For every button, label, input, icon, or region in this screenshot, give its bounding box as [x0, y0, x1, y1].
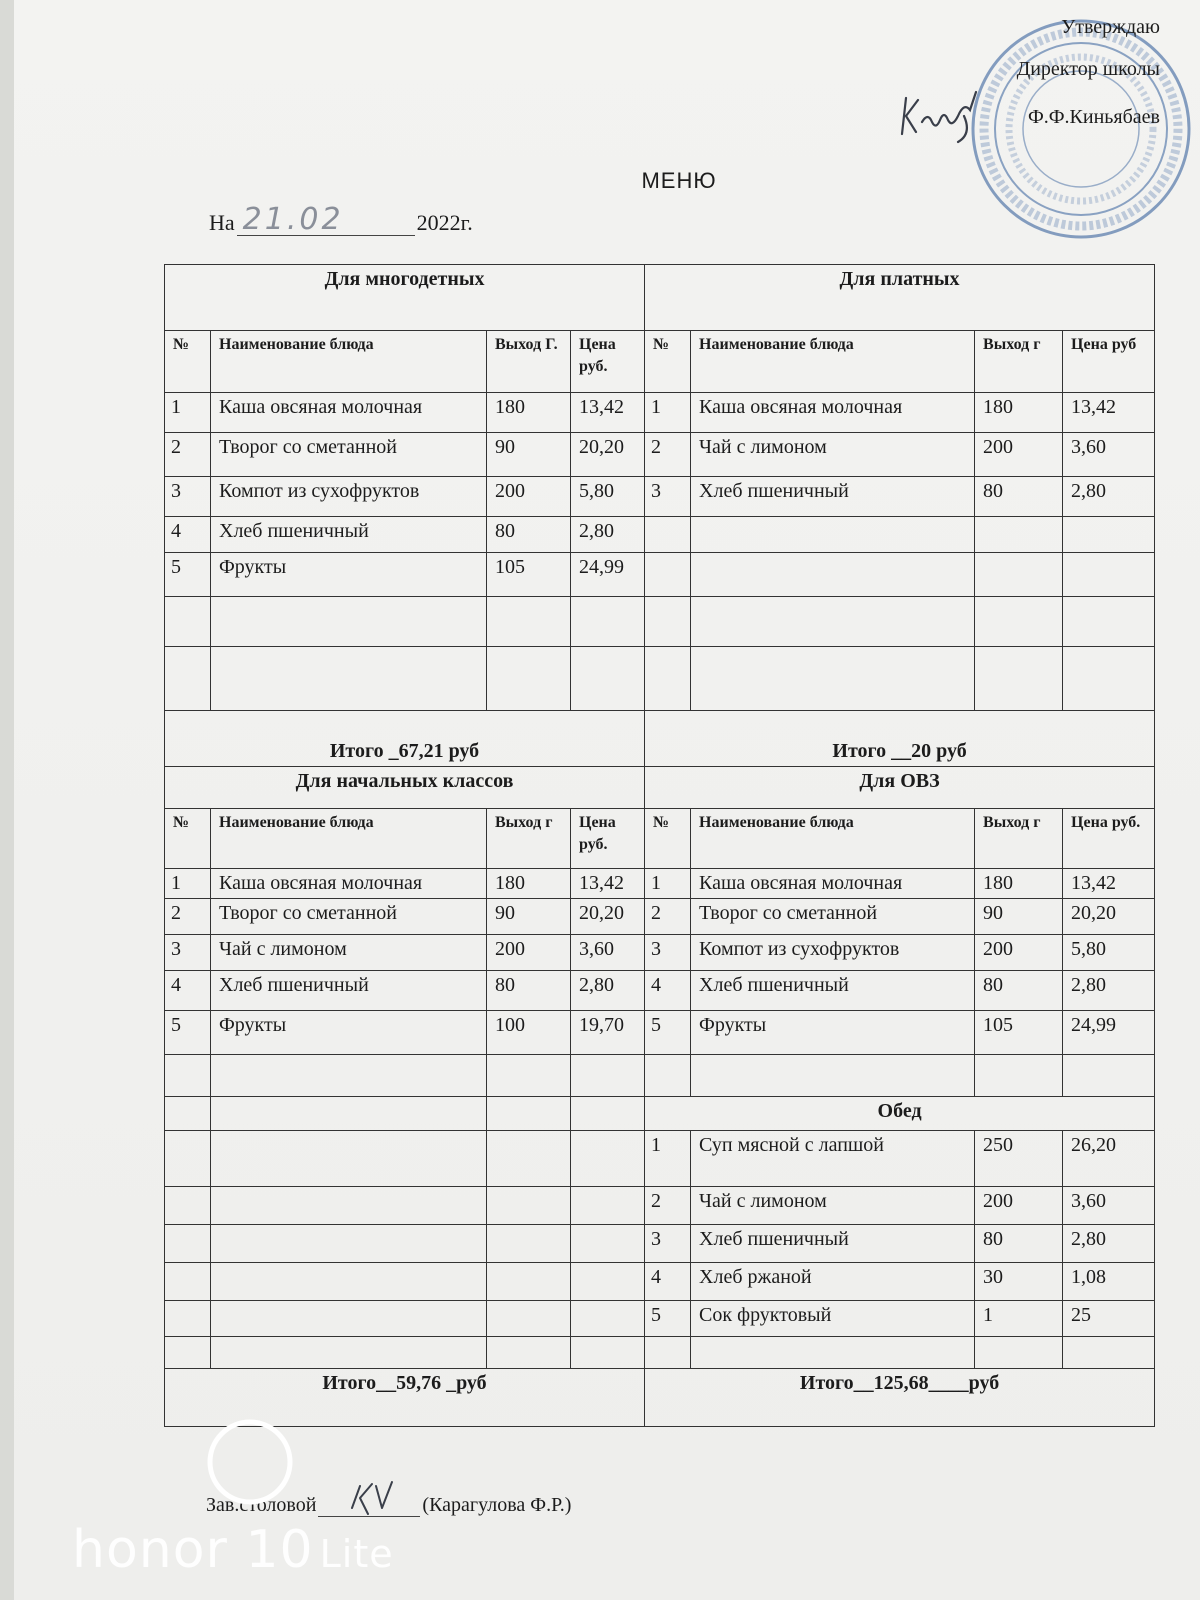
paid-price: 13,42	[1063, 393, 1155, 433]
total-ovz: Итого__125,68____руб	[645, 1369, 1155, 1427]
empty-cell	[487, 1131, 571, 1187]
large-families-dish-name: Хлеб пшеничный	[211, 517, 487, 553]
paid-price: 2,80	[1063, 477, 1155, 517]
date-blank	[237, 202, 415, 237]
section-title-paid: Для платных	[645, 265, 1155, 331]
manager-signature-icon	[346, 1478, 396, 1520]
large-families-yield: 80	[487, 517, 571, 553]
col-header-price: Цена руб	[1063, 331, 1155, 393]
lunch-title: Обед	[645, 1097, 1155, 1131]
table-row	[165, 1011, 1155, 1055]
empty-cell	[571, 1055, 645, 1097]
empty-cell	[165, 1055, 211, 1097]
primary-dish-name: Хлеб пшеничный	[211, 971, 487, 1011]
paid-yield: 80	[975, 477, 1063, 517]
primary-num: 3	[165, 935, 211, 971]
total-paid: Итого __20 руб	[645, 711, 1155, 767]
empty-cell	[975, 597, 1063, 647]
empty-cell	[691, 1055, 975, 1097]
table-row	[165, 393, 1155, 433]
col-header-price: Цена руб.	[571, 331, 645, 393]
section-header-row	[165, 767, 1155, 809]
paid-num: 1	[645, 393, 691, 433]
ovz-price: 20,20	[1063, 899, 1155, 935]
empty-cell	[571, 1131, 645, 1187]
empty-cell	[165, 1187, 211, 1225]
empty-cell	[645, 1337, 691, 1369]
ovz-lunch-num: 4	[645, 1263, 691, 1301]
ovz-lunch-price: 25	[1063, 1301, 1155, 1337]
paid-yield: 180	[975, 393, 1063, 433]
camera-watermark	[72, 1520, 394, 1580]
primary-num: 2	[165, 899, 211, 935]
large-families-yield: 90	[487, 433, 571, 477]
table-row	[165, 477, 1155, 517]
empty-cell	[1063, 647, 1155, 711]
primary-dish-name: Чай с лимоном	[211, 935, 487, 971]
empty-cell	[165, 647, 211, 711]
large-families-dish-name: Творог со сметанной	[211, 433, 487, 477]
empty-cell	[211, 1301, 487, 1337]
primary-yield: 180	[487, 869, 571, 899]
col-header-yield: Выход г	[975, 809, 1063, 869]
empty-cell	[691, 553, 975, 597]
col-header-yield: Выход г	[975, 331, 1063, 393]
ovz-num: 2	[645, 899, 691, 935]
primary-yield: 200	[487, 935, 571, 971]
menu-table	[164, 264, 1155, 1427]
empty-cell	[211, 1131, 487, 1187]
ovz-num: 3	[645, 935, 691, 971]
primary-yield: 90	[487, 899, 571, 935]
paid-dish-name: Хлеб пшеничный	[691, 477, 975, 517]
empty-cell	[571, 597, 645, 647]
empty-cell	[487, 647, 571, 711]
ovz-yield: 105	[975, 1011, 1063, 1055]
ovz-price: 2,80	[1063, 971, 1155, 1011]
empty-cell	[487, 1263, 571, 1301]
section-title-ovz: Для ОВЗ	[645, 767, 1155, 809]
primary-yield: 80	[487, 971, 571, 1011]
empty-cell	[975, 553, 1063, 597]
large-families-num: 3	[165, 477, 211, 517]
ovz-dish-name: Хлеб пшеничный	[691, 971, 975, 1011]
ovz-lunch-dish-name: Суп мясной с лапшой	[691, 1131, 975, 1187]
col-header-num: №	[645, 331, 691, 393]
table-row	[165, 597, 1155, 647]
empty-cell	[571, 1263, 645, 1301]
large-families-num: 5	[165, 553, 211, 597]
totals-row	[165, 1369, 1155, 1427]
director-signature-icon	[894, 86, 1004, 146]
empty-cell	[691, 597, 975, 647]
total-primary: Итого__59,76 _руб	[165, 1369, 645, 1427]
ovz-dish-name: Творог со сметанной	[691, 899, 975, 935]
table-row	[165, 1225, 1155, 1263]
empty-cell	[165, 1225, 211, 1263]
ovz-num: 1	[645, 869, 691, 899]
large-families-num: 1	[165, 393, 211, 433]
empty-cell	[1063, 553, 1155, 597]
table-row	[165, 935, 1155, 971]
col-header-name: Наименование блюда	[691, 809, 975, 869]
primary-num: 5	[165, 1011, 211, 1055]
approval-block	[1017, 6, 1160, 138]
ovz-lunch-yield: 200	[975, 1187, 1063, 1225]
ovz-price: 24,99	[1063, 1011, 1155, 1055]
col-header-num: №	[165, 331, 211, 393]
table-row	[165, 1187, 1155, 1225]
table-row	[165, 869, 1155, 899]
page-title: МЕНЮ	[641, 168, 717, 193]
empty-cell	[1063, 1337, 1155, 1369]
table-row	[165, 971, 1155, 1011]
empty-cell	[165, 1263, 211, 1301]
watermark-model: Lite	[319, 1532, 394, 1576]
empty-cell	[211, 1187, 487, 1225]
date-line	[209, 202, 473, 237]
table-row	[165, 1263, 1155, 1301]
ovz-dish-name: Фрукты	[691, 1011, 975, 1055]
primary-dish-name: Каша овсяная молочная	[211, 869, 487, 899]
totals-row	[165, 711, 1155, 767]
ovz-lunch-yield: 1	[975, 1301, 1063, 1337]
section-title-large-families: Для многодетных	[165, 265, 645, 331]
empty-cell	[211, 647, 487, 711]
paid-num: 3	[645, 477, 691, 517]
empty-cell	[975, 517, 1063, 553]
watermark-brand: honor 10	[72, 1520, 314, 1580]
large-families-yield: 180	[487, 393, 571, 433]
ovz-lunch-price: 2,80	[1063, 1225, 1155, 1263]
primary-yield: 100	[487, 1011, 571, 1055]
empty-cell	[571, 647, 645, 711]
empty-cell	[165, 1131, 211, 1187]
empty-cell	[487, 1055, 571, 1097]
empty-cell	[211, 597, 487, 647]
col-header-price: Цена руб.	[1063, 809, 1155, 869]
primary-price: 20,20	[571, 899, 645, 935]
large-families-num: 2	[165, 433, 211, 477]
ovz-lunch-dish-name: Хлеб ржаной	[691, 1263, 975, 1301]
empty-cell	[1063, 1055, 1155, 1097]
ovz-yield: 80	[975, 971, 1063, 1011]
paid-dish-name: Каша овсяная молочная	[691, 393, 975, 433]
col-header-num: №	[645, 809, 691, 869]
table-row	[165, 1301, 1155, 1337]
large-families-price: 13,42	[571, 393, 645, 433]
empty-cell	[571, 1187, 645, 1225]
large-families-price: 2,80	[571, 517, 645, 553]
ovz-lunch-num: 2	[645, 1187, 691, 1225]
empty-cell	[487, 1187, 571, 1225]
table-row	[165, 433, 1155, 477]
footer-name: (Карагулова Ф.Р.)	[422, 1494, 572, 1516]
ovz-lunch-price: 3,60	[1063, 1187, 1155, 1225]
empty-cell	[487, 1097, 571, 1131]
table-row	[165, 553, 1155, 597]
ovz-lunch-yield: 80	[975, 1225, 1063, 1263]
column-header-row	[165, 331, 1155, 393]
date-prefix: На	[209, 210, 235, 235]
col-header-name: Наименование блюда	[211, 809, 487, 869]
primary-num: 1	[165, 869, 211, 899]
empty-cell	[211, 1097, 487, 1131]
ovz-lunch-num: 5	[645, 1301, 691, 1337]
primary-num: 4	[165, 971, 211, 1011]
paid-price: 3,60	[1063, 433, 1155, 477]
table-row	[165, 647, 1155, 711]
large-families-dish-name: Фрукты	[211, 553, 487, 597]
empty-cell	[691, 517, 975, 553]
table-row	[165, 1131, 1155, 1187]
col-header-yield: Выход Г.	[487, 331, 571, 393]
ovz-price: 13,42	[1063, 869, 1155, 899]
empty-cell	[645, 597, 691, 647]
ovz-num: 4	[645, 971, 691, 1011]
empty-cell	[645, 553, 691, 597]
column-header-row	[165, 809, 1155, 869]
large-families-price: 5,80	[571, 477, 645, 517]
approval-line3: Ф.Ф.Киньябаев	[1027, 106, 1160, 128]
empty-cell	[645, 517, 691, 553]
ovz-yield: 180	[975, 869, 1063, 899]
col-header-num: №	[165, 809, 211, 869]
empty-cell	[975, 1337, 1063, 1369]
primary-price: 2,80	[571, 971, 645, 1011]
empty-cell	[975, 1055, 1063, 1097]
empty-cell	[571, 1097, 645, 1131]
ovz-lunch-yield: 250	[975, 1131, 1063, 1187]
primary-dish-name: Творог со сметанной	[211, 899, 487, 935]
empty-cell	[211, 1225, 487, 1263]
empty-cell	[691, 647, 975, 711]
ovz-lunch-price: 1,08	[1063, 1263, 1155, 1301]
col-header-name: Наименование блюда	[211, 331, 487, 393]
section-title-primary: Для начальных классов	[165, 767, 645, 809]
large-families-price: 24,99	[571, 553, 645, 597]
table-row	[165, 517, 1155, 553]
primary-price: 19,70	[571, 1011, 645, 1055]
empty-cell	[165, 1337, 211, 1369]
empty-cell	[211, 1055, 487, 1097]
ovz-lunch-dish-name: Сок фруктовый	[691, 1301, 975, 1337]
col-header-yield: Выход г	[487, 809, 571, 869]
footer-prefix: Зав.столовой	[206, 1494, 317, 1516]
paid-dish-name: Чай с лимоном	[691, 433, 975, 477]
empty-cell	[165, 597, 211, 647]
large-families-dish-name: Каша овсяная молочная	[211, 393, 487, 433]
large-families-num: 4	[165, 517, 211, 553]
ovz-num: 5	[645, 1011, 691, 1055]
empty-cell	[1063, 597, 1155, 647]
empty-cell	[645, 647, 691, 711]
empty-cell	[487, 1337, 571, 1369]
large-families-dish-name: Компот из сухофруктов	[211, 477, 487, 517]
empty-cell	[165, 1301, 211, 1337]
empty-cell	[571, 1337, 645, 1369]
empty-cell	[645, 1055, 691, 1097]
ovz-dish-name: Каша овсяная молочная	[691, 869, 975, 899]
empty-cell	[1063, 517, 1155, 553]
ovz-lunch-yield: 30	[975, 1263, 1063, 1301]
document-page	[14, 0, 1200, 1600]
table-row	[165, 1337, 1155, 1369]
ovz-lunch-dish-name: Чай с лимоном	[691, 1187, 975, 1225]
footer-blank	[318, 1498, 420, 1517]
ovz-lunch-dish-name: Хлеб пшеничный	[691, 1225, 975, 1263]
ovz-yield: 90	[975, 899, 1063, 935]
primary-price: 13,42	[571, 869, 645, 899]
empty-cell	[571, 1225, 645, 1263]
empty-cell	[487, 597, 571, 647]
table-row	[165, 899, 1155, 935]
primary-dish-name: Фрукты	[211, 1011, 487, 1055]
empty-cell	[487, 1301, 571, 1337]
col-header-name: Наименование блюда	[691, 331, 975, 393]
empty-cell	[487, 1225, 571, 1263]
empty-cell	[571, 1301, 645, 1337]
total-large-families: Итого _67,21 руб	[165, 711, 645, 767]
empty-cell	[975, 647, 1063, 711]
primary-price: 3,60	[571, 935, 645, 971]
section-header-row	[165, 265, 1155, 331]
ovz-price: 5,80	[1063, 935, 1155, 971]
large-families-price: 20,20	[571, 433, 645, 477]
empty-cell	[211, 1263, 487, 1301]
approval-line1: Утверждаю	[1061, 16, 1160, 38]
approval-line2: Директор школы	[1016, 58, 1160, 80]
ovz-dish-name: Компот из сухофруктов	[691, 935, 975, 971]
ai-logo-icon	[204, 1416, 296, 1508]
large-families-yield: 200	[487, 477, 571, 517]
empty-cell	[211, 1337, 487, 1369]
ovz-lunch-price: 26,20	[1063, 1131, 1155, 1187]
table-row	[165, 1055, 1155, 1097]
date-suffix: 2022г.	[416, 210, 473, 235]
ovz-lunch-num: 3	[645, 1225, 691, 1263]
col-header-price: Цена руб.	[571, 809, 645, 869]
large-families-yield: 105	[487, 553, 571, 597]
ovz-lunch-num: 1	[645, 1131, 691, 1187]
paid-yield: 200	[975, 433, 1063, 477]
paid-num: 2	[645, 433, 691, 477]
empty-cell	[165, 1097, 211, 1131]
ovz-yield: 200	[975, 935, 1063, 971]
lunch-header-row	[165, 1097, 1155, 1131]
empty-cell	[691, 1337, 975, 1369]
date-handwritten: 21.02	[242, 202, 344, 237]
